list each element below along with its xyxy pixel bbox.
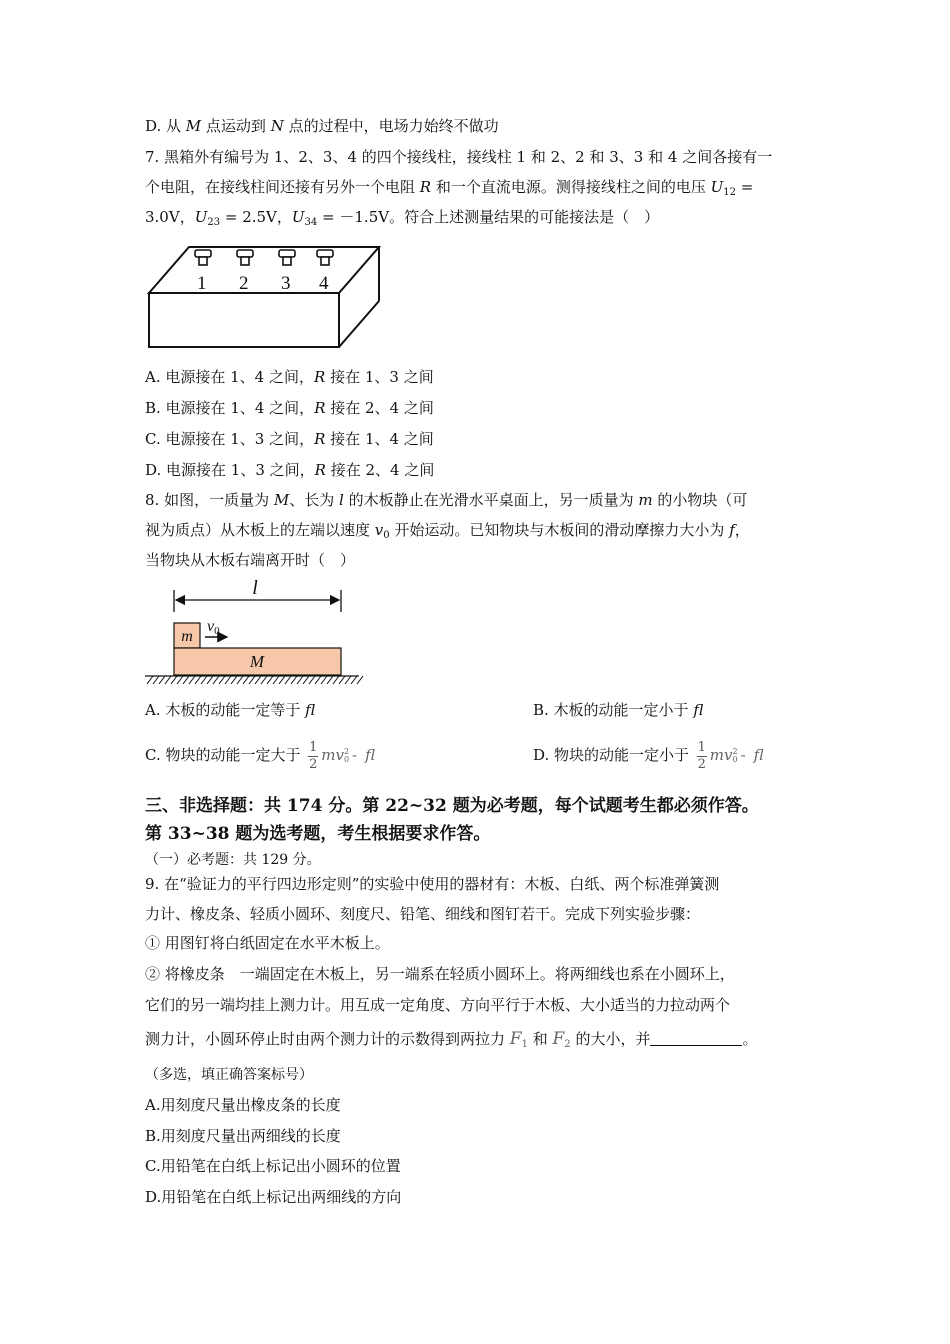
hatch-line [195, 676, 201, 684]
q9-step2-line1: ② 将橡皮条 一端固定在木板上，另一端系在轻质小圆环上。将两细线也系在小圆环上， [145, 965, 735, 983]
section-heading-line1: 三、非选择题：共 174 分。第 22~32 题为必考题，每个试题考生都必须作答。 [145, 796, 759, 816]
fraction-half: $\frac{1}{2}$ [697, 739, 706, 772]
q8-stem-line3: 当物块从木板右端离开时（ ） [145, 551, 356, 569]
q7-stem-line2: 个电阻，在接线柱间还接有另外一个电阻 R 和一个直流电源。测得接线柱之间的电压 $U_{12}$ = [145, 178, 754, 198]
q7-option-b: B. 电源接在 1、4 之间，R 接在 2、4 之间 [145, 399, 434, 417]
hatch-line [159, 676, 165, 684]
q7-option-c: C. 电源接在 1、3 之间，R 接在 1、4 之间 [145, 430, 434, 448]
q7-stem-line1: 7. 黑箱外有编号为 1、2、3、4 的四个接线柱，接线柱 1 和 2、2 和 3、3 和 4 之间各接有一 [145, 148, 773, 166]
hatch-line [207, 676, 213, 684]
hatch-line [171, 676, 177, 684]
hatch-line [147, 676, 153, 684]
block-label: m [181, 628, 193, 645]
q9-step2-line3: 测力计，小圆环停止时由两个测力计的示数得到两拉力 $F_1$ 和 $F_2$ 的大小，并 。 [145, 1029, 758, 1050]
hatch-line [345, 676, 351, 684]
board-label: M [249, 652, 265, 671]
hatch-line [201, 676, 207, 684]
q9-stem-line2: 力计、橡皮条、轻质小圆环、刻度尺、铅笔、细线和图钉若干。完成下列实验步骤： [145, 905, 701, 923]
hatch-line [285, 676, 291, 684]
hatch-line [189, 676, 195, 684]
velocity-label: v0 [207, 618, 220, 637]
q9-option-b: B.用刻度尺量出两细线的长度 [145, 1127, 341, 1145]
hatch-line [309, 676, 315, 684]
q8-stem-line1: 8. 如图，一质量为 M、长为 l 的木板静止在光滑水平桌面上，另一质量为 m 的小物块（可 [145, 491, 748, 509]
section-heading-line2: 第 33~38 题为选考题，考生根据要求作答。 [145, 824, 491, 844]
hatch-line [255, 676, 261, 684]
hatch-line [321, 676, 327, 684]
terminal-post [195, 250, 211, 265]
hatch-line [273, 676, 279, 684]
length-label: l [252, 578, 258, 599]
q9-option-a: A.用刻度尺量出橡皮条的长度 [145, 1096, 341, 1114]
hatch-line [327, 676, 333, 684]
q6-option-d: D. 从 M 点运动到 N 点的过程中，电场力始终不做功 [145, 117, 499, 135]
hatch-line [279, 676, 285, 684]
hatch-line [261, 676, 267, 684]
terminal-label: 3 [281, 273, 291, 294]
hatch-line [249, 676, 255, 684]
terminal-post [237, 250, 253, 265]
q9-stem-line1: 9. 在“验证力的平行四边形定则”的实验中使用的器材有：木板、白纸、两个标准弹簧测 [145, 875, 720, 893]
black-box-figure [145, 243, 385, 351]
hatch-line [213, 676, 219, 684]
hatch-line [333, 676, 339, 684]
q8-option-b: B. 木板的动能一定小于 fl [533, 701, 704, 719]
hatch-line [231, 676, 237, 684]
q9-note: （多选，填正确答案标号） [145, 1067, 313, 1083]
q9-option-c: C.用铅笔在白纸上标记出小圆环的位置 [145, 1157, 401, 1175]
hatch-line [339, 676, 345, 684]
terminal-post [279, 250, 295, 265]
terminal-posts [195, 250, 333, 265]
q8-option-d: D. 物块的动能一定小于 $\frac{1}{2}$ mv 2 0 - fl [533, 739, 764, 772]
hatch-line [267, 676, 273, 684]
section-subheading: （一）必考题：共 129 分。 [145, 852, 321, 868]
hatch-line [153, 676, 159, 684]
answer-blank[interactable] [650, 1031, 742, 1046]
q8-option-a: A. 木板的动能一定等于 fl [145, 701, 316, 719]
q7-stem-line3: 3.0V，$U_{23} = 2.5V$，$U_{34} = -1.5V$。符合上述测量结果的可能接法是（ ） [145, 208, 660, 228]
hatch-line [297, 676, 303, 684]
hatch-line [237, 676, 243, 684]
hatch-line [225, 676, 231, 684]
terminal-label: 2 [239, 273, 249, 294]
hatch-line [183, 676, 189, 684]
q9-option-d: D.用铅笔在白纸上标记出两细线的方向 [145, 1188, 402, 1206]
hatch-line [351, 676, 357, 684]
q7-option-a: A. 电源接在 1、4 之间，R 接在 1、3 之间 [145, 368, 434, 386]
q9-step1: ① 用图钉将白纸固定在水平木板上。 [145, 934, 390, 952]
hatch-line [177, 676, 183, 684]
hatch-line [219, 676, 225, 684]
terminal-post [317, 250, 333, 265]
q8-option-c: C. 物块的动能一定大于 $\frac{1}{2}$ mv 2 0 - fl [145, 739, 376, 772]
terminal-label: 4 [319, 273, 329, 294]
ground-hatch [147, 676, 363, 684]
hatch-line [243, 676, 249, 684]
board-block-figure [145, 578, 365, 690]
hatch-line [357, 676, 363, 684]
q7-option-d: D. 电源接在 1、3 之间，R 接在 2、4 之间 [145, 461, 435, 479]
fraction-half: $\frac{1}{2}$ [309, 739, 318, 772]
hatch-line [315, 676, 321, 684]
terminal-label: 1 [197, 273, 207, 294]
hatch-line [165, 676, 171, 684]
q9-step2-line2: 它们的另一端均挂上测力计。用互成一定角度、方向平行于木板、大小适当的力拉动两个 [145, 996, 731, 1014]
q8-stem-line2: 视为质点）从木板上的左端以速度 $v_0$ 开始运动。已知物块与木板间的滑动摩擦力大小为 f， [145, 521, 750, 541]
hatch-line [291, 676, 297, 684]
hatch-line [303, 676, 309, 684]
